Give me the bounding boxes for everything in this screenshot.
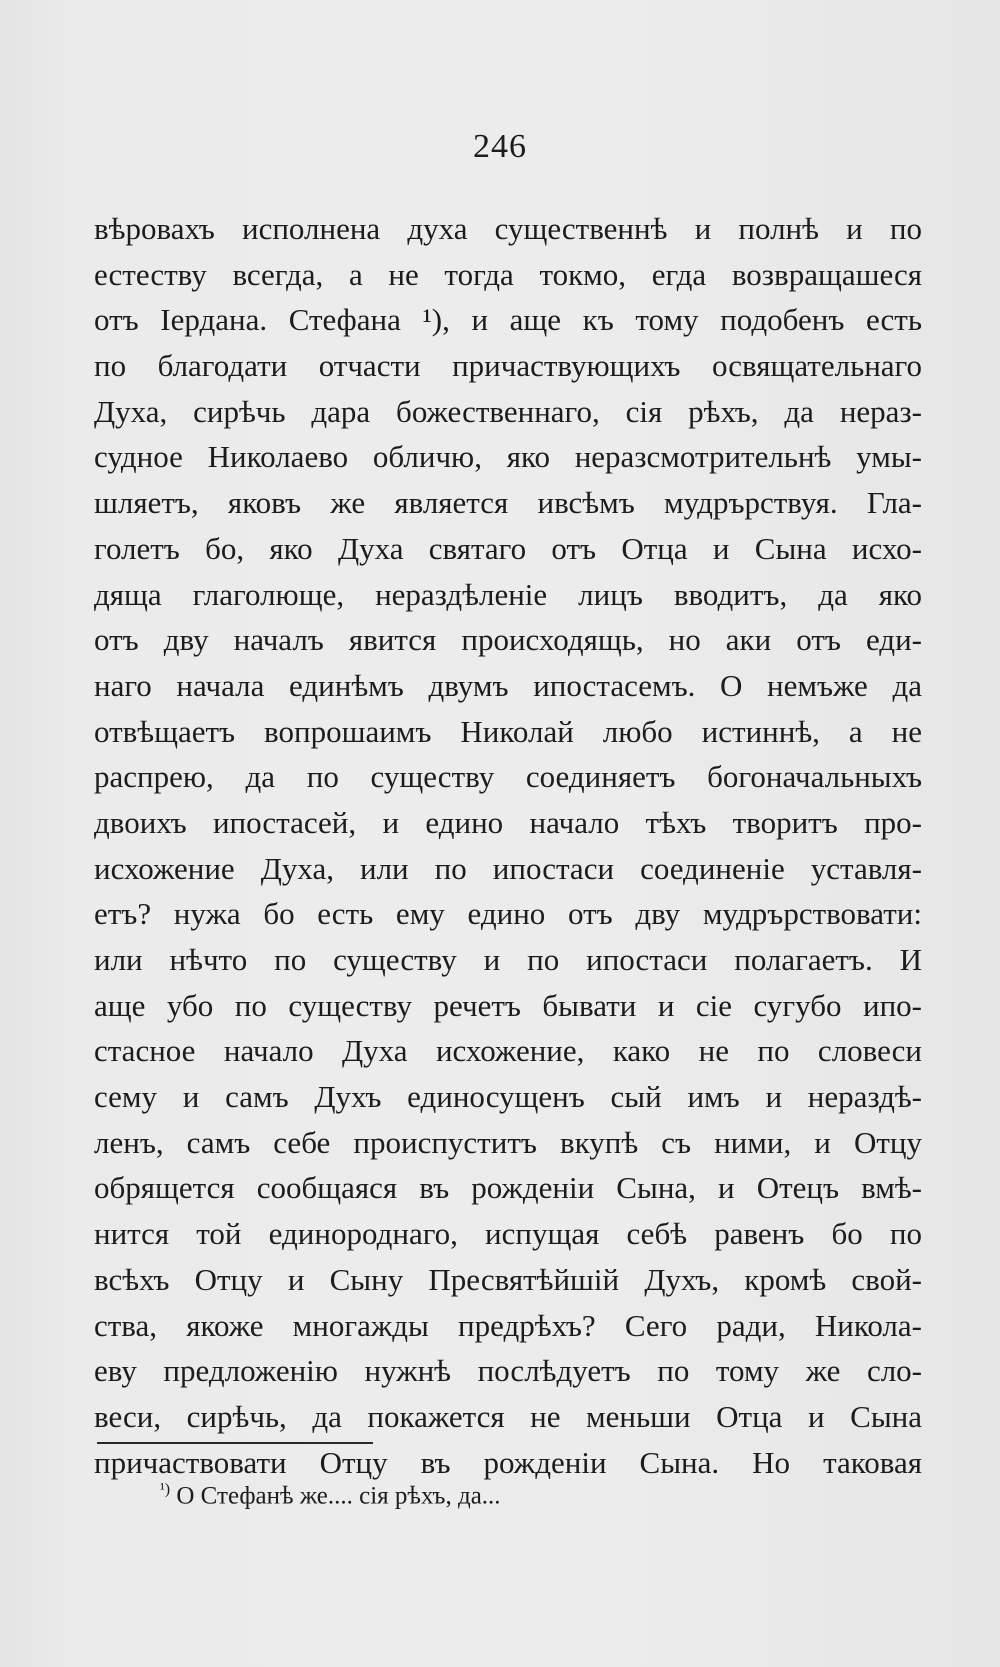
text-line: обрящется сообщаяся въ рожденіи Сына, и Отецъ вмѣ- bbox=[94, 1170, 922, 1206]
footnote bbox=[160, 1470, 501, 1516]
text-line: ства, якоже многажды предрѣхъ? Сего ради, Никола- bbox=[94, 1307, 922, 1343]
text-line: веси, сирѣчь, да покажется не меньши Отца и Сына bbox=[94, 1398, 922, 1434]
footnote-text: О Стефанѣ же.... сія рѣхъ, да... bbox=[176, 1482, 501, 1510]
text-line: судное Николаево обличю, яко неразсмотрительнѣ умы- bbox=[94, 439, 922, 475]
footnote-mark: ¹) bbox=[160, 1481, 171, 1498]
text-line: аще убо по существу речетъ бывати и сіе сугубо ипо- bbox=[94, 987, 922, 1023]
text-line: естеству всегда, а не тогда токмо, егда возвращашеся bbox=[94, 256, 922, 292]
text-line: шляетъ, яковъ же является ивсѣмъ мудрърствуя. Гла- bbox=[94, 485, 922, 521]
footnote-divider bbox=[97, 1442, 373, 1444]
text-line: дяща глаголюще, нераздѣленіе лицъ вводитъ, да яко bbox=[94, 576, 922, 612]
text-line: ленъ, самъ себе происпуститъ вкупѣ съ ними, и Отцу bbox=[94, 1124, 922, 1160]
text-line: отвѣщаетъ вопрошаимъ Николай любо истиннѣ, а не bbox=[94, 713, 922, 749]
text-line: голетъ бо, яко Духа святаго отъ Отца и Сына исхо- bbox=[94, 530, 922, 566]
text-line: отъ дву началъ явится происходящь, но аки отъ еди- bbox=[94, 622, 922, 658]
text-line: отъ Іердана. Стефана ¹), и аще къ тому подобенъ есть bbox=[94, 302, 922, 338]
text-line: вѣровахъ исполнена духа существеннѣ и полнѣ и по bbox=[94, 211, 922, 246]
text-line: стасное начало Духа исхожение, како не по словеси bbox=[94, 1033, 922, 1069]
text-line: етъ? нужа бо есть ему едино отъ дву мудрърствовати: bbox=[94, 896, 922, 932]
text-line: Духа, сирѣчь дара божественнаго, сія рѣхъ, да нераз- bbox=[94, 393, 922, 429]
body-text bbox=[94, 206, 922, 1485]
text-line: сему и самъ Духъ единосущенъ сый имъ и нераздѣ- bbox=[94, 1079, 922, 1115]
text-line: причаствовати Отцу въ рожденіи Сына. Но таковая bbox=[94, 1444, 922, 1480]
text-line: или нѣчто по существу и по ипостаси полагаетъ. И bbox=[94, 942, 922, 977]
text-line: нится той единороднаго, испущая себѣ равенъ бо по bbox=[94, 1216, 922, 1252]
text-line: еву предложенію нужнѣ послѣдуетъ по тому же сло- bbox=[94, 1353, 922, 1389]
text-line: распрею, да по существу соединяетъ богоначальныхъ bbox=[94, 759, 922, 795]
text-line: исхожение Духа, или по ипостаси соединеніе уставля- bbox=[94, 850, 922, 886]
text-line: по благодати отчасти причаствующихъ освящательнаго bbox=[94, 348, 922, 384]
text-line: наго начала единѣмъ двумъ ипостасемъ. О немъже да bbox=[94, 667, 922, 703]
page-number: 246 bbox=[473, 128, 527, 165]
text-line: всѣхъ Отцу и Сыну Пресвятѣйшій Духъ, кромѣ свой- bbox=[94, 1261, 922, 1297]
text-line: двоихъ ипостасей, и едино начало тѣхъ творитъ про- bbox=[94, 804, 922, 840]
